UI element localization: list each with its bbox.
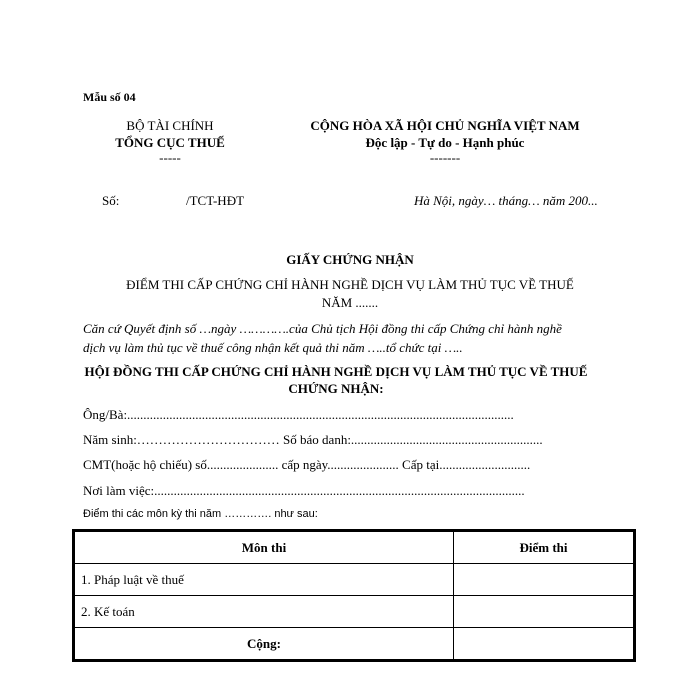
issuer-department: TỔNG CỤC THUẾ (115, 135, 225, 150)
table-total-row (75, 628, 634, 660)
certificate-subtitle: ĐIỂM THI CẤP CHỨNG CHỈ HÀNH NGHỀ DỊCH VỤ LÀM THỦ TỤC VỀ THUẾ (126, 277, 574, 292)
issuer-divider: ----- (159, 150, 181, 165)
nation-divider: ------- (429, 150, 461, 165)
table-row (75, 564, 634, 596)
scores-table (74, 531, 634, 660)
place-date: Hà Nội, ngày… tháng… năm 200... (414, 193, 598, 208)
total-label: Cộng: (75, 628, 454, 660)
basis-line-2: dịch vụ làm thủ tục về thuế công nhận kết quả thi năm …..tổ chức tại ….. (83, 340, 463, 355)
certificate-title: GIẤY CHỨNG NHẬN (286, 252, 414, 267)
score-cell (454, 564, 634, 596)
issuer-ministry: BỘ TÀI CHÍNH (126, 118, 214, 133)
basis-line-1: Căn cứ Quyết định số …ngày ………….của Chủ tịch Hội đồng thi cấp Chứng chỉ hành nghề (83, 321, 562, 336)
subject-cell: 1. Pháp luật về thuế (75, 564, 454, 596)
table-header-row (75, 532, 634, 564)
document-number-label: Số: (102, 193, 120, 208)
council-certifies: CHỨNG NHẬN: (288, 381, 384, 396)
form-number: Mẫu số 04 (83, 90, 136, 104)
score-cell (454, 596, 634, 628)
field-name: Ông/Bà:....................................................................................................................... (83, 407, 514, 422)
total-score-cell (454, 628, 634, 660)
scores-intro: Điểm thi các môn kỳ thi năm …………. như sau: (83, 508, 318, 520)
certificate-year: NĂM ....... (321, 295, 379, 310)
field-workplace: Nơi làm việc:.................................................................................................................. (83, 483, 525, 498)
nation-motto: Độc lập - Tự do - Hạnh phúc (365, 135, 525, 150)
subject-cell: 2. Kế toán (75, 596, 454, 628)
header-score: Điểm thi (454, 532, 634, 564)
issuer-block (100, 118, 240, 166)
field-birth-candidate: Năm sinh:…………………………… Số báo danh:........................................................... (83, 432, 543, 447)
document-number-suffix: /TCT-HĐT (186, 193, 245, 208)
nation-name: CỘNG HÒA XÃ HỘI CHỦ NGHĨA VIỆT NAM (310, 118, 580, 133)
field-id: CMT(hoặc hộ chiếu) số...................... cấp ngày...................... Cấp tại............................ (83, 457, 531, 472)
header-subject: Môn thi (75, 532, 454, 564)
council-heading: HỘI ĐỒNG THI CẤP CHỨNG CHỈ HÀNH NGHỀ DỊCH VỤ LÀM THỦ TỤC VỀ THUẾ (84, 364, 588, 379)
table-row (75, 596, 634, 628)
nation-block (280, 118, 610, 166)
